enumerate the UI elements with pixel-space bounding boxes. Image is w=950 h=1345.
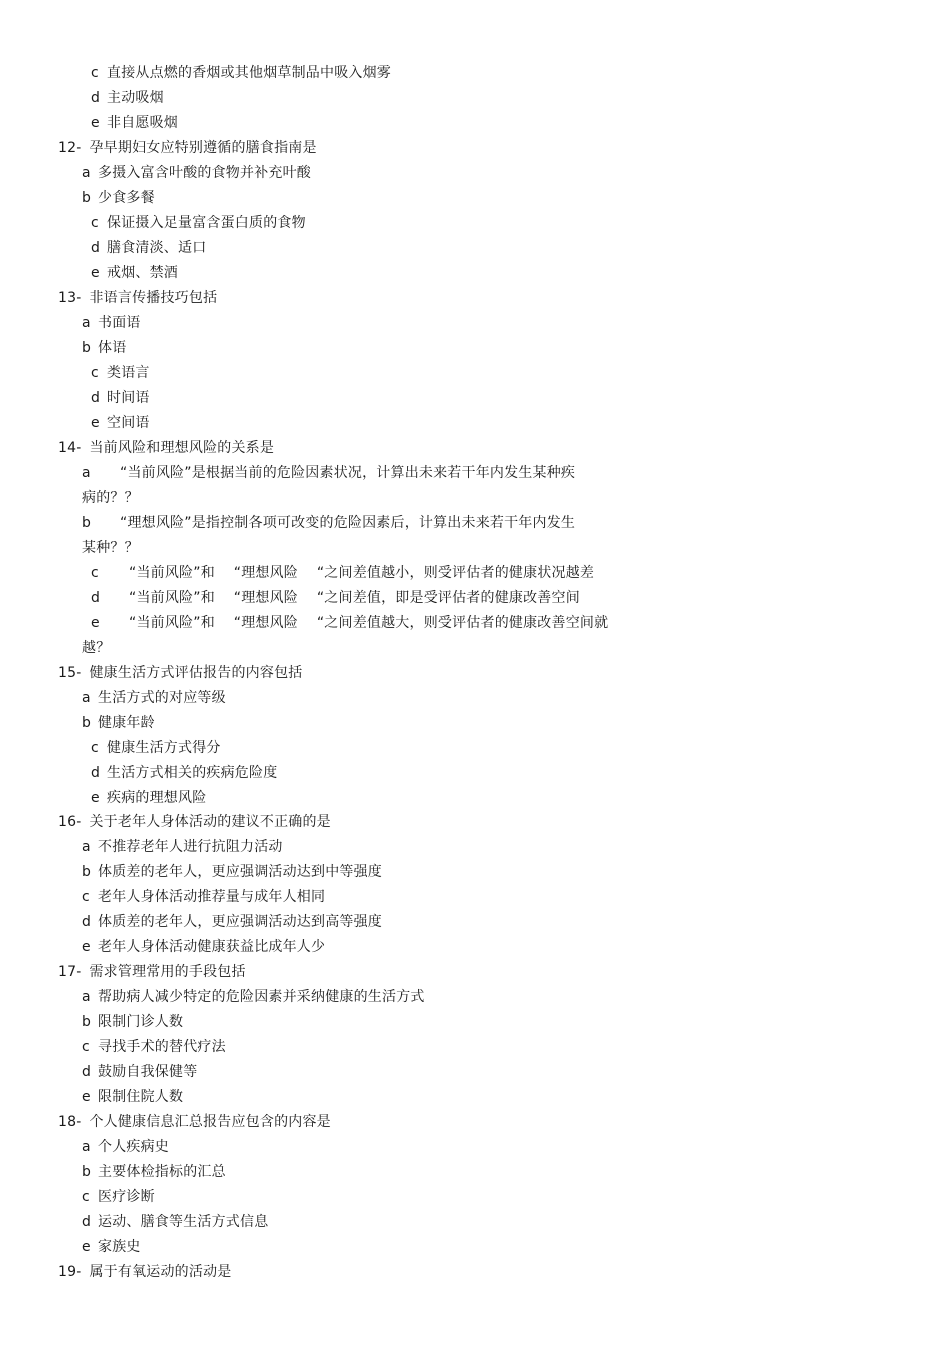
question-number: 18- <box>58 1114 82 1130</box>
option-letter: b <box>82 515 92 531</box>
option-text: “理想风险”是指控制各项可改变的危险因素后，计算出未来若干年内发生 <box>120 515 576 531</box>
option-line <box>91 563 594 583</box>
option-line <box>82 837 283 857</box>
option-line <box>82 912 382 932</box>
option-text: 医疗诊断 <box>98 1189 155 1205</box>
option-letter: c <box>91 65 99 81</box>
question-text: 当前风险和理想风险的关系是 <box>89 440 275 456</box>
option-letter: d <box>91 240 101 256</box>
option-line <box>82 1037 226 1057</box>
option-line <box>91 613 608 633</box>
option-text: 非自愿吸烟 <box>107 115 178 131</box>
option-letter: e <box>91 615 100 631</box>
option-text: 帮助病人减少特定的危险因素并采纳健康的生活方式 <box>98 989 425 1005</box>
option-text: 膳食清淡、适口 <box>107 240 207 256</box>
option-letter: e <box>91 265 100 281</box>
option-letter: c <box>91 365 99 381</box>
option-line <box>91 363 150 383</box>
option-text: 类语言 <box>107 365 150 381</box>
option-text: 限制住院人数 <box>98 1089 184 1105</box>
option-text: 健康年龄 <box>98 715 155 731</box>
option-line <box>91 88 164 108</box>
question-line <box>58 1262 231 1282</box>
option-text: 空间语 <box>107 415 150 431</box>
option-text: 生活方式的对应等级 <box>98 690 226 706</box>
option-text: 不推荐老年人进行抗阻力活动 <box>98 839 283 855</box>
option-letter: c <box>82 889 90 905</box>
option-text: 生活方式相关的疾病危险度 <box>107 765 278 781</box>
option-text: 疾病的理想风险 <box>107 790 207 806</box>
option-letter: e <box>82 1239 91 1255</box>
option-letter: e <box>82 1089 91 1105</box>
option-text: 时间语 <box>107 390 150 406</box>
option-letter: c <box>91 740 99 756</box>
option-text: “当前风险”和 “理想风险 “之间差值，即是受评估者的健康改善空间 <box>129 590 580 606</box>
option-line <box>91 413 150 433</box>
option-line <box>82 1212 268 1232</box>
option-line <box>91 763 277 783</box>
option-text: 健康生活方式得分 <box>107 740 221 756</box>
option-letter: d <box>91 765 101 781</box>
option-letter: d <box>82 1064 92 1080</box>
option-text: 主动吸烟 <box>107 90 164 106</box>
option-text: 书面语 <box>98 315 141 331</box>
option-text: 家族史 <box>98 1239 141 1255</box>
option-letter: b <box>82 715 92 731</box>
option-line <box>82 1087 183 1107</box>
option-line <box>82 688 226 708</box>
option-text: 寻找手术的替代疗法 <box>98 1039 226 1055</box>
option-line <box>82 713 155 733</box>
option-line <box>91 113 178 133</box>
option-text: 直接从点燃的香烟或其他烟草制品中吸入烟雾 <box>107 65 391 81</box>
question-number: 14- <box>58 440 82 456</box>
option-text: 限制门诊人数 <box>98 1014 184 1030</box>
option-letter: a <box>82 839 91 855</box>
question-line <box>58 1112 331 1132</box>
question-number: 13- <box>58 290 82 306</box>
question-line <box>58 663 302 683</box>
option-line <box>82 313 141 333</box>
option-text: “当前风险”和 “理想风险 “之间差值越大，则受评估者的健康改善空间就 <box>129 615 609 631</box>
option-letter: a <box>82 465 91 481</box>
option-line <box>91 788 206 808</box>
option-letter: d <box>82 914 92 930</box>
option-text: 戒烟、禁酒 <box>107 265 178 281</box>
question-text: 需求管理常用的手段包括 <box>89 964 246 980</box>
continuation-line: 病的？？ <box>82 490 139 506</box>
continuation-line: 某种？？ <box>82 540 139 556</box>
option-letter: b <box>82 1164 92 1180</box>
question-text: 个人健康信息汇总报告应包含的内容是 <box>89 1114 331 1130</box>
option-letter: e <box>91 790 100 806</box>
option-line <box>82 1062 197 1082</box>
option-line <box>82 163 311 183</box>
question-text: 孕早期妇女应特别遵循的膳食指南是 <box>89 140 317 156</box>
question-line <box>58 962 246 982</box>
question-number: 17- <box>58 964 82 980</box>
continuation-line: 越？ <box>82 640 111 656</box>
question-line <box>58 812 331 832</box>
option-letter: a <box>82 315 91 331</box>
option-text: “当前风险”和 “理想风险 “之间差值越小，则受评估者的健康状况越差 <box>129 565 595 581</box>
option-letter: b <box>82 864 92 880</box>
option-line <box>91 263 178 283</box>
question-text: 非语言传播技巧包括 <box>89 290 218 306</box>
question-text: 健康生活方式评估报告的内容包括 <box>89 665 303 681</box>
option-letter: a <box>82 165 91 181</box>
option-letter: c <box>91 215 99 231</box>
option-text: “当前风险”是根据当前的危险因素状况，计算出未来若干年内发生某种疾 <box>120 465 576 481</box>
option-letter: b <box>82 340 92 356</box>
question-number: 19- <box>58 1264 82 1280</box>
option-letter: d <box>91 90 101 106</box>
question-text: 关于老年人身体活动的建议不正确的是 <box>89 814 331 830</box>
option-line <box>82 1012 183 1032</box>
question-line <box>58 438 274 458</box>
option-text: 体质差的老年人，更应强调活动达到高等强度 <box>98 914 382 930</box>
option-text: 体质差的老年人，更应强调活动达到中等强度 <box>98 864 382 880</box>
option-letter: c <box>91 565 99 581</box>
question-text: 属于有氧运动的活动是 <box>89 1264 232 1280</box>
option-line <box>82 513 575 533</box>
option-letter: d <box>91 590 101 606</box>
option-line <box>82 463 575 483</box>
option-letter: c <box>82 1039 90 1055</box>
option-line <box>82 862 382 882</box>
option-letter: e <box>82 939 91 955</box>
option-line <box>82 1187 155 1207</box>
option-line <box>91 213 306 233</box>
option-text: 个人疾病史 <box>98 1139 169 1155</box>
question-number: 12- <box>58 140 82 156</box>
option-letter: e <box>91 415 100 431</box>
option-line <box>82 1237 141 1257</box>
option-line <box>82 188 155 208</box>
question-line <box>58 288 217 308</box>
question-number: 15- <box>58 665 82 681</box>
option-letter: d <box>82 1214 92 1230</box>
option-line <box>82 1162 226 1182</box>
option-text: 保证摄入足量富含蛋白质的食物 <box>107 215 306 231</box>
option-letter: a <box>82 1139 91 1155</box>
question-number: 16- <box>58 814 82 830</box>
option-letter: d <box>91 390 101 406</box>
option-text: 鼓励自我保健等 <box>98 1064 198 1080</box>
option-line <box>91 588 580 608</box>
option-text: 多摄入富含叶酸的食物并补充叶酸 <box>98 165 311 181</box>
option-letter: a <box>82 989 91 1005</box>
option-letter: b <box>82 1014 92 1030</box>
option-line <box>91 738 221 758</box>
option-text: 体语 <box>98 340 127 356</box>
option-line <box>82 987 425 1007</box>
option-text: 老年人身体活动推荐量与成年人相同 <box>98 889 326 905</box>
option-text: 老年人身体活动健康获益比成年人少 <box>98 939 326 955</box>
option-letter: c <box>82 1189 90 1205</box>
option-text: 主要体检指标的汇总 <box>98 1164 226 1180</box>
option-line <box>82 937 325 957</box>
option-line <box>82 887 325 907</box>
option-line <box>91 63 391 83</box>
option-text: 少食多餐 <box>98 190 155 206</box>
option-line <box>82 1137 169 1157</box>
question-line <box>58 138 317 158</box>
option-letter: e <box>91 115 100 131</box>
option-line <box>91 388 150 408</box>
option-letter: a <box>82 690 91 706</box>
option-text: 运动、膳食等生活方式信息 <box>98 1214 269 1230</box>
option-line <box>91 238 206 258</box>
option-letter: b <box>82 190 92 206</box>
option-line <box>82 338 126 358</box>
